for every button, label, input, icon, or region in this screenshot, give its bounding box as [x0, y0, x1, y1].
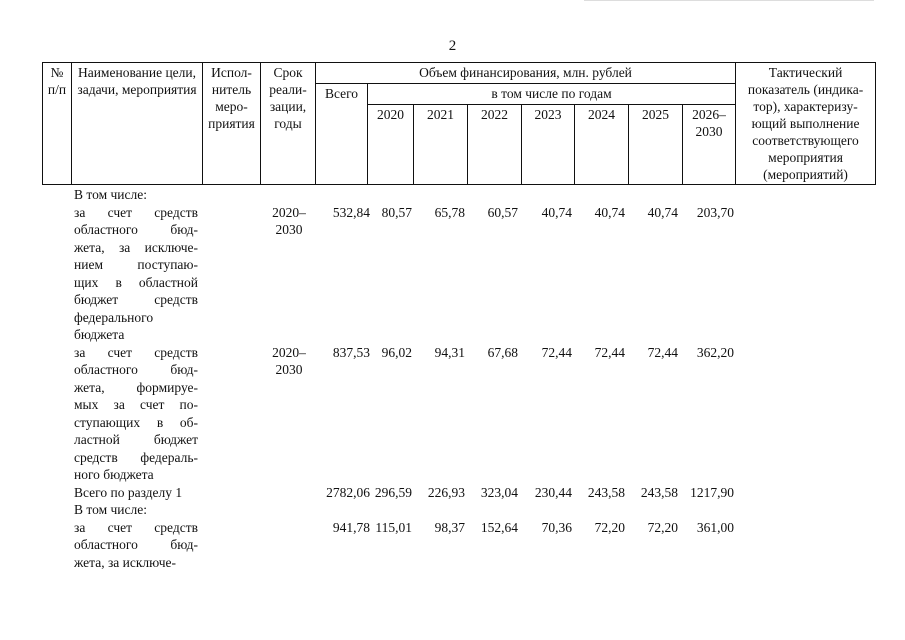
value-year: 243,58 [640, 484, 678, 500]
value-year: 296,59 [374, 484, 412, 500]
value-year: 230,44 [534, 484, 572, 500]
description-line: за счет средств [74, 344, 198, 360]
period-line: 2030 [275, 222, 303, 237]
description-line: щих в областной [74, 274, 198, 290]
value-year: 1217,90 [690, 484, 734, 500]
value-year: 152,64 [480, 519, 518, 535]
value-year: 323,04 [480, 484, 518, 500]
description-line: бюджет средств [74, 292, 198, 307]
description-line: федерального [74, 309, 154, 325]
header-funding: Объем финансирования, млн. рублей [316, 63, 736, 84]
description-line: В том числе: [74, 187, 147, 202]
value-year: 94,31 [434, 344, 465, 360]
row-description [74, 519, 198, 572]
header-year: 2022 [468, 105, 522, 185]
value-year: 226,93 [427, 484, 465, 500]
description-line: областного бюд- [74, 222, 198, 237]
header-year: 2023 [522, 105, 575, 185]
value-year: 98,37 [434, 519, 465, 535]
description-line: за счет средств [74, 519, 198, 535]
value-year: 72,44 [541, 344, 572, 360]
row-description [74, 204, 198, 344]
description-line: мых за счет по- [74, 397, 198, 412]
description-line: ного бюджета [74, 467, 154, 482]
header-executor: Испол-нитель меро-приятия [203, 63, 261, 185]
row-description [74, 484, 198, 502]
value-year: 115,01 [375, 519, 412, 535]
description-line: нием поступаю- [74, 257, 198, 272]
description-line: Всего по разделу 1 [74, 484, 183, 500]
value-year: 72,20 [594, 519, 625, 535]
period-line: 2020– [272, 204, 306, 220]
description-line: жета, за исключе- [74, 239, 198, 255]
period-line: 2020– [272, 344, 306, 360]
header-year: 2026–2030 [683, 105, 736, 185]
row-period [262, 204, 316, 239]
value-year: 65,78 [434, 204, 465, 220]
value-year: 40,74 [541, 204, 572, 220]
header-name: Наименование цели, задачи, мероприятия [72, 63, 203, 185]
header-year: 2020 [368, 105, 414, 185]
table-header [42, 62, 876, 185]
value-year: 361,00 [696, 519, 734, 535]
value-total: 532,84 [332, 204, 370, 220]
value-year: 96,02 [381, 344, 412, 360]
description-line: бюджета [74, 327, 125, 342]
value-total: 941,78 [332, 519, 370, 535]
value-year: 203,70 [696, 204, 734, 220]
header-by-years: в том числе по годам [368, 84, 736, 105]
description-line: ступающих в об- [74, 414, 198, 430]
header-term: Срок реали-зации, годы [261, 63, 316, 185]
description-line: средств федераль- [74, 449, 198, 465]
description-line: областного бюд- [74, 362, 198, 377]
description-line: жета, за исключе- [74, 554, 177, 570]
value-year: 40,74 [647, 204, 678, 220]
top-rule [584, 0, 874, 1]
value-total: 837,53 [332, 344, 370, 360]
page-number: 2 [448, 38, 457, 54]
header-year: 2021 [414, 105, 468, 185]
value-year: 72,44 [594, 344, 625, 360]
value-year: 80,57 [381, 204, 412, 220]
period-line: 2030 [275, 362, 303, 377]
value-total: 2782,06 [326, 484, 370, 500]
description-line: за счет средств [74, 204, 198, 220]
value-year: 362,20 [696, 344, 734, 360]
value-year: 70,36 [541, 519, 572, 535]
header-year: 2025 [629, 105, 683, 185]
header-num: № п/п [43, 63, 72, 185]
description-line: жета, формируе- [74, 379, 198, 395]
value-year: 72,20 [647, 519, 678, 535]
description-line: ластной бюджет [74, 432, 198, 447]
value-year: 72,44 [647, 344, 678, 360]
value-year: 67,68 [487, 344, 518, 360]
value-year: 40,74 [594, 204, 625, 220]
header-indicator: Тактический показатель (индика-тор), характеризу-ющий выполнение соответствующего мероприятия (мероприятий) [736, 63, 876, 185]
description-line: областного бюд- [74, 537, 198, 552]
row-description [74, 344, 198, 484]
row-description [74, 501, 198, 519]
description-line: В том числе: [74, 502, 147, 517]
row-description [74, 186, 198, 204]
row-period [262, 344, 316, 379]
header-year: 2024 [575, 105, 629, 185]
header-total: Всего [316, 84, 368, 185]
value-year: 60,57 [487, 204, 518, 220]
value-year: 243,58 [587, 484, 625, 500]
